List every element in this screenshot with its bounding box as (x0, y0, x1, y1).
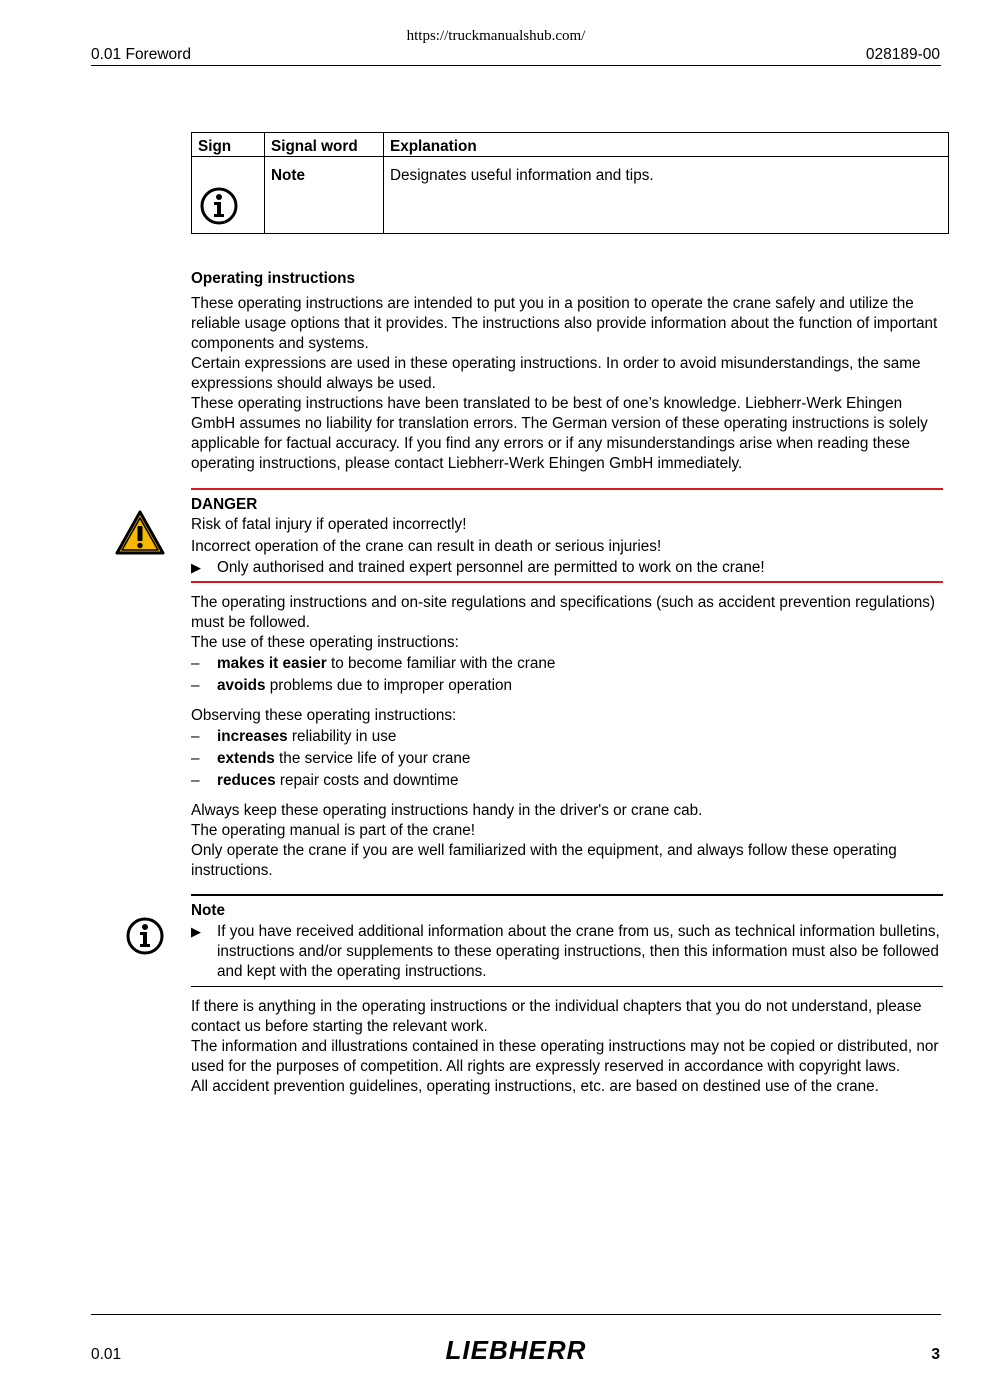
table-header-sign: Sign (192, 133, 265, 157)
paragraph: The operating instructions and on-site regulations and specifications (such as accident prevention regulations) must be followed. (191, 594, 936, 631)
paragraph: Certain expressions are used in these operating instructions. In order to avoid misunderstandings, the same expressions should always be used. (191, 355, 921, 392)
paragraph: The operating manual is part of the crane! (191, 822, 476, 839)
page-number: 3 (931, 1346, 940, 1363)
table-cell-explanation: Designates useful information and tips. (384, 157, 949, 234)
danger-action-text: Only authorised and trained expert personnel are permitted to work on the crane! (217, 559, 765, 576)
header-document-number: 028189-00 (865, 46, 940, 63)
info-icon (199, 186, 239, 226)
paragraph: If there is anything in the operating instructions or the individual chapters that you do not understand, please contact us before starting the relevant work. (191, 998, 922, 1035)
paragraph: All accident prevention guidelines, operating instructions, etc. are based on destined use of the crane. (191, 1078, 879, 1095)
footer-rule (91, 1314, 941, 1315)
usage-list (191, 654, 943, 696)
danger-title: DANGER (191, 496, 258, 513)
list-item: – extends the service life of your crane (191, 750, 471, 767)
table-header-explanation: Explanation (384, 133, 949, 157)
danger-action-item (191, 558, 943, 578)
table-header-row (192, 133, 949, 157)
table-row (192, 157, 949, 234)
note-title: Note (191, 902, 225, 919)
bullet-triangle-icon: ▶ (191, 560, 201, 575)
list-item: – reduces repair costs and downtime (191, 772, 459, 789)
paragraph: The information and illustrations contained in these operating instructions may not be copied or distributed, nor used for the purposes of competition. All rights are expressly reserved in accordance with copyright laws. (191, 1038, 939, 1075)
paragraph: Observing these operating instructions: (191, 707, 457, 724)
paragraph: These operating instructions are intended to put you in a position to operate the crane safely and utilize the reliable usage options that it provides. The instructions also provide information about the function of important components and systems. (191, 295, 938, 352)
paragraph: Only operate the crane if you are well familiarized with the equipment, and always follow these operating instructions. (191, 842, 897, 879)
header-section-title: 0.01 Foreword (91, 46, 191, 63)
danger-line: Risk of fatal injury if operated incorrectly! (191, 516, 467, 533)
note-action-item (191, 922, 943, 982)
paragraph: The use of these operating instructions: (191, 634, 459, 651)
table-header-signal-word: Signal word (265, 133, 384, 157)
note-action-text: If you have received additional information about the crane from us, such as technical information bulletins, instructions and/or supplements to these operating instructions, then this information must also be followed and kept with the operating instructions. (217, 923, 940, 980)
section-heading: Operating instructions (191, 270, 356, 287)
header-rule (91, 65, 941, 66)
list-item: – avoids problems due to improper operation (191, 677, 513, 694)
logo-text: LIEBHERR (445, 1336, 587, 1364)
warning-triangle-icon (114, 509, 166, 557)
note-notice (191, 894, 943, 987)
liebherr-logo (438, 1336, 594, 1364)
info-icon (125, 916, 165, 956)
source-url: https://truckmanualshub.com/ (406, 28, 586, 44)
bullet-triangle-icon: ▶ (191, 924, 201, 939)
list-item: – increases reliability in use (191, 728, 397, 745)
signal-word-table (191, 132, 949, 234)
danger-line: Incorrect operation of the crane can result in death or serious injuries! (191, 538, 662, 555)
paragraph: These operating instructions have been translated to be best of one’s knowledge. Liebherr-Werk Ehingen GmbH assumes no liability for translation errors. The German version of these operating instructions is solely applicable for factual accuracy. If you find any errors or if any misunderstandings arise when reading these operating instructions, please contact Liebherr-Werk Ehingen GmbH immediately. (191, 395, 928, 472)
table-cell-signal-word: Note (265, 157, 384, 234)
danger-notice (191, 488, 943, 583)
benefits-list (191, 727, 943, 791)
footer-section-number: 0.01 (91, 1346, 122, 1363)
paragraph: Always keep these operating instructions handy in the driver's or crane cab. (191, 802, 703, 819)
list-item: – makes it easier to become familiar with the crane (191, 655, 556, 672)
main-content (191, 269, 943, 1097)
